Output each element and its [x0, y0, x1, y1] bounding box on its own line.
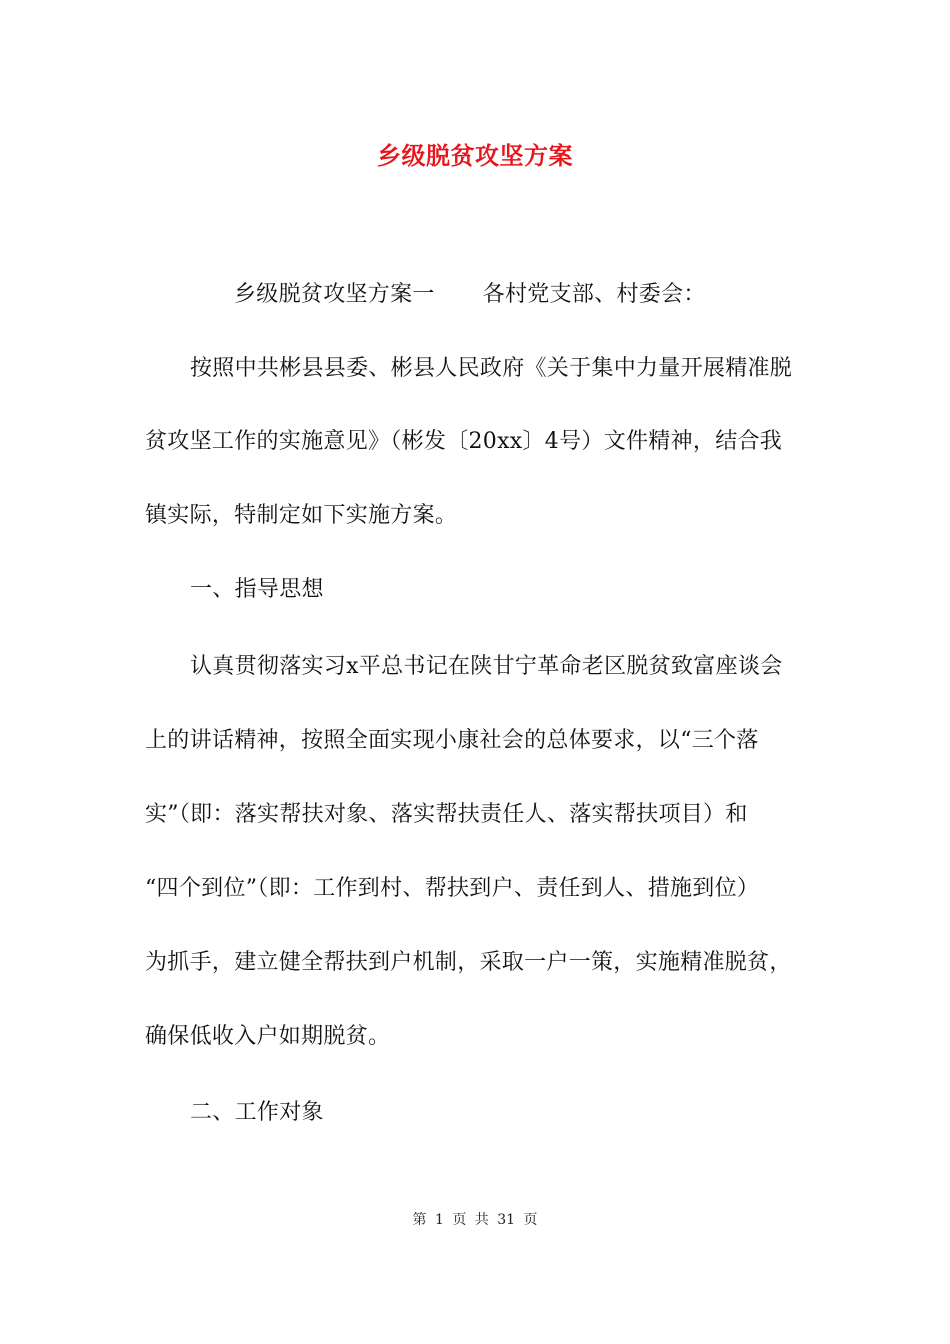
footer-page-word: 页	[452, 1212, 467, 1228]
paragraph-line: 认真贯彻落实习x平总书记在陕甘宁革命老区脱贫致富座谈会	[190, 654, 783, 679]
paragraph-line: 确保低收入户如期脱贫。	[145, 1024, 391, 1049]
paragraph-line: 实”（即：落实帮扶对象、落实帮扶责任人、落实帮扶项目）和	[145, 802, 748, 827]
paragraph-line: 按照中共彬县县委、彬县人民政府《关于集中力量开展精准脱	[190, 356, 793, 381]
intro-line	[234, 280, 899, 310]
intro-heading: 乡级脱贫攻坚方案一	[234, 282, 435, 307]
section-heading: 一、指导思想	[190, 577, 324, 602]
paragraph-line: 为抓手，建立健全帮扶到户机制，采取一户一策，实施精准脱贫，	[145, 950, 792, 975]
paragraph-line: 贫攻坚工作的实施意见》（彬发〔20xx〕4号）文件精神，结合我	[145, 429, 783, 454]
page-footer	[0, 1209, 950, 1229]
paragraph-line: 镇实际，特制定如下实施方案。	[145, 503, 458, 528]
footer-suffix: 页	[523, 1212, 538, 1228]
footer-total-word: 共	[474, 1212, 489, 1228]
footer-total-pages: 31	[497, 1212, 516, 1228]
paragraph-line: 上的讲话精神，按照全面实现小康社会的总体要求，以“三个落	[145, 728, 759, 753]
intro-salutation: 各村党支部、村委会：	[482, 282, 706, 307]
section-heading: 二、工作对象	[190, 1100, 324, 1125]
paragraph-line: “四个到位”（即：工作到村、帮扶到户、责任到人、措施到位）	[145, 876, 760, 901]
footer-current-page: 1	[434, 1212, 444, 1228]
footer-prefix: 第	[412, 1212, 427, 1228]
document-title: 乡级脱贫攻坚方案	[377, 141, 573, 170]
